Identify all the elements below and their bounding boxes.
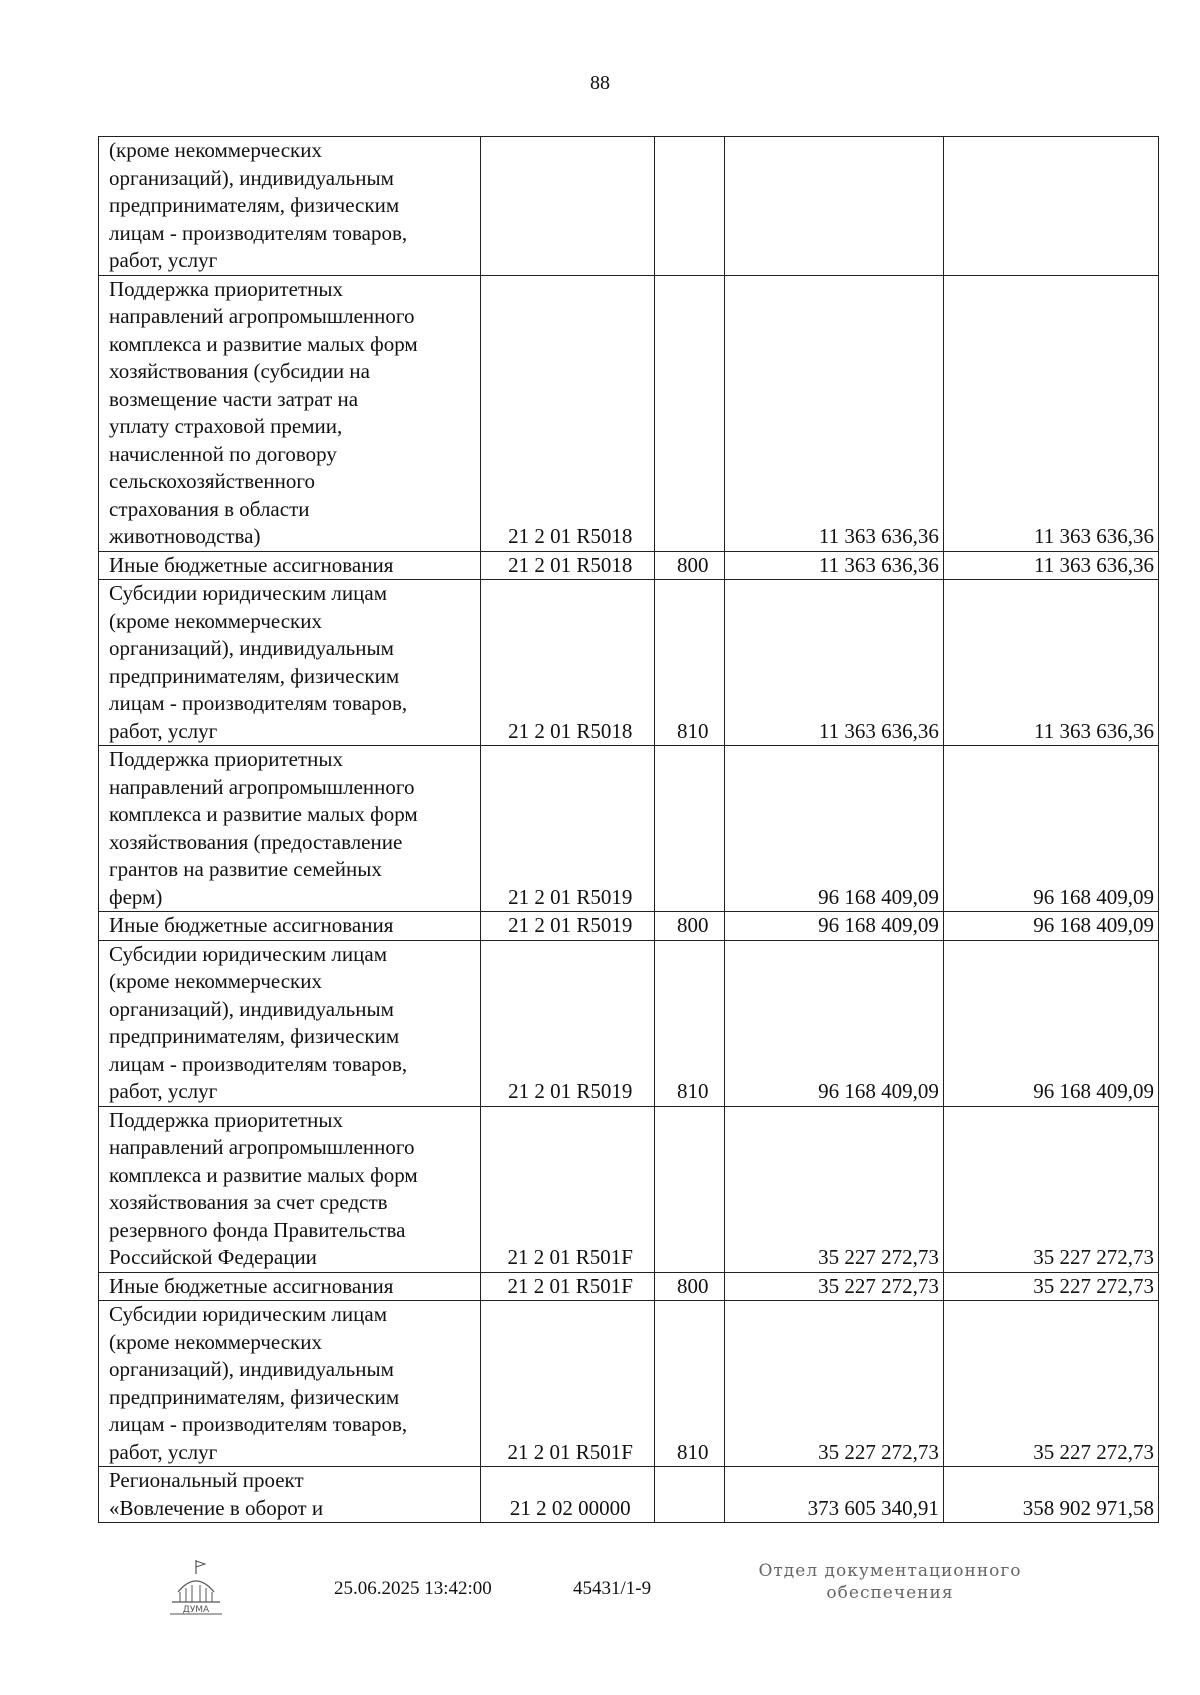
row-amount-2-cell: 96 168 409,09 [943,912,1158,941]
row-amount-1-cell: 35 227 272,73 [725,1301,943,1467]
row-amount-2-cell: 11 363 636,36 [943,551,1158,580]
row-name-cell: Поддержка приоритетных направлений агропромышленного комплекса и развитие малых форм хозяйствования (предоставление грантов на развитие семейных ферм) [99,746,481,912]
budget-table [98,136,1159,1523]
row-expense-type-cell [654,1106,725,1272]
row-expense-type-cell: 810 [654,580,725,746]
row-expense-type-cell [654,746,725,912]
row-amount-2-cell: 35 227 272,73 [943,1272,1158,1301]
row-amount-1-cell: 35 227 272,73 [725,1272,943,1301]
row-amount-2-cell: 35 227 272,73 [943,1106,1158,1272]
row-amount-2-cell: 96 168 409,09 [943,940,1158,1106]
row-expense-type-cell: 810 [654,940,725,1106]
row-amount-1-cell: 96 168 409,09 [725,912,943,941]
row-code-cell: 21 2 01 R5018 [480,580,654,746]
row-code-cell: 21 2 01 R501F [480,1106,654,1272]
row-amount-2-cell: 11 363 636,36 [943,275,1158,551]
footer-date: 25.06.2025 13:42:00 [334,1578,492,1599]
row-amount-1-cell: 96 168 409,09 [725,746,943,912]
row-expense-type-cell [654,137,725,276]
row-expense-type-cell: 800 [654,1272,725,1301]
row-expense-type-cell: 810 [654,1301,725,1467]
row-amount-2-cell: 11 363 636,36 [943,580,1158,746]
row-code-cell [480,137,654,276]
page-number: 88 [590,72,610,94]
row-expense-type-cell [654,275,725,551]
table-row [99,580,1159,746]
table-row [99,1467,1159,1523]
budget-table-body [99,137,1159,1523]
svg-text:ДУМА: ДУМА [182,1605,210,1615]
row-expense-type-cell: 800 [654,912,725,941]
table-row [99,912,1159,941]
row-amount-1-cell: 11 363 636,36 [725,580,943,746]
row-amount-1-cell: 35 227 272,73 [725,1106,943,1272]
row-name-cell: Поддержка приоритетных направлений агропромышленного комплекса и развитие малых форм хозяйствования за счет средств резервного фонда Правительства Российской Федерации [99,1106,481,1272]
table-row [99,275,1159,551]
row-name-cell: (кроме некоммерческих организаций), индивидуальным предпринимателям, физическим лицам - производителям товаров, работ, услуг [99,137,481,276]
row-code-cell: 21 2 01 R501F [480,1301,654,1467]
footer-doc-number: 45431/1-9 [573,1578,652,1599]
row-name-cell: Иные бюджетные ассигнования [99,551,481,580]
stamp-line-1: Отдел документационного [758,1561,1022,1581]
duma-logo-icon [168,1558,226,1622]
row-code-cell: 21 2 01 R501F [480,1272,654,1301]
row-amount-2-cell: 358 902 971,58 [943,1467,1158,1523]
row-name-cell: Поддержка приоритетных направлений агропромышленного комплекса и развитие малых форм хозяйствования (субсидии на возмещение части затрат на уплату страховой премии, начисленной по договору сельскохозяйственного страхования в области животноводства) [99,275,481,551]
table-row [99,1301,1159,1467]
row-name-cell: Региональный проект «Вовлечение в оборот и [99,1467,481,1523]
table-row [99,137,1159,276]
table-row [99,1272,1159,1301]
row-name-cell: Иные бюджетные ассигнования [99,912,481,941]
row-amount-1-cell [725,137,943,276]
row-expense-type-cell: 800 [654,551,725,580]
row-amount-2-cell: 35 227 272,73 [943,1301,1158,1467]
row-amount-2-cell [943,137,1158,276]
row-amount-2-cell: 96 168 409,09 [943,746,1158,912]
table-row [99,551,1159,580]
row-expense-type-cell [654,1467,725,1523]
row-name-cell: Субсидии юридическим лицам (кроме некоммерческих организаций), индивидуальным предпринимателям, физическим лицам - производителям товаров, работ, услуг [99,940,481,1106]
row-code-cell: 21 2 01 R5018 [480,551,654,580]
row-code-cell: 21 2 01 R5019 [480,912,654,941]
row-code-cell: 21 2 01 R5019 [480,746,654,912]
row-name-cell: Иные бюджетные ассигнования [99,1272,481,1301]
row-amount-1-cell: 373 605 340,91 [725,1467,943,1523]
row-amount-1-cell: 96 168 409,09 [725,940,943,1106]
row-amount-1-cell: 11 363 636,36 [725,275,943,551]
table-row [99,746,1159,912]
row-name-cell: Субсидии юридическим лицам (кроме некоммерческих организаций), индивидуальным предпринимателям, физическим лицам - производителям товаров, работ, услуг [99,580,481,746]
table-row [99,940,1159,1106]
row-amount-1-cell: 11 363 636,36 [725,551,943,580]
row-code-cell: 21 2 01 R5019 [480,940,654,1106]
row-code-cell: 21 2 01 R5018 [480,275,654,551]
table-row [99,1106,1159,1272]
row-name-cell: Субсидии юридическим лицам (кроме некоммерческих организаций), индивидуальным предпринимателям, физическим лицам - производителям товаров, работ, услуг [99,1301,481,1467]
stamp-line-2: обеспечения [826,1583,954,1603]
department-stamp [740,1560,1040,1604]
row-code-cell: 21 2 02 00000 [480,1467,654,1523]
